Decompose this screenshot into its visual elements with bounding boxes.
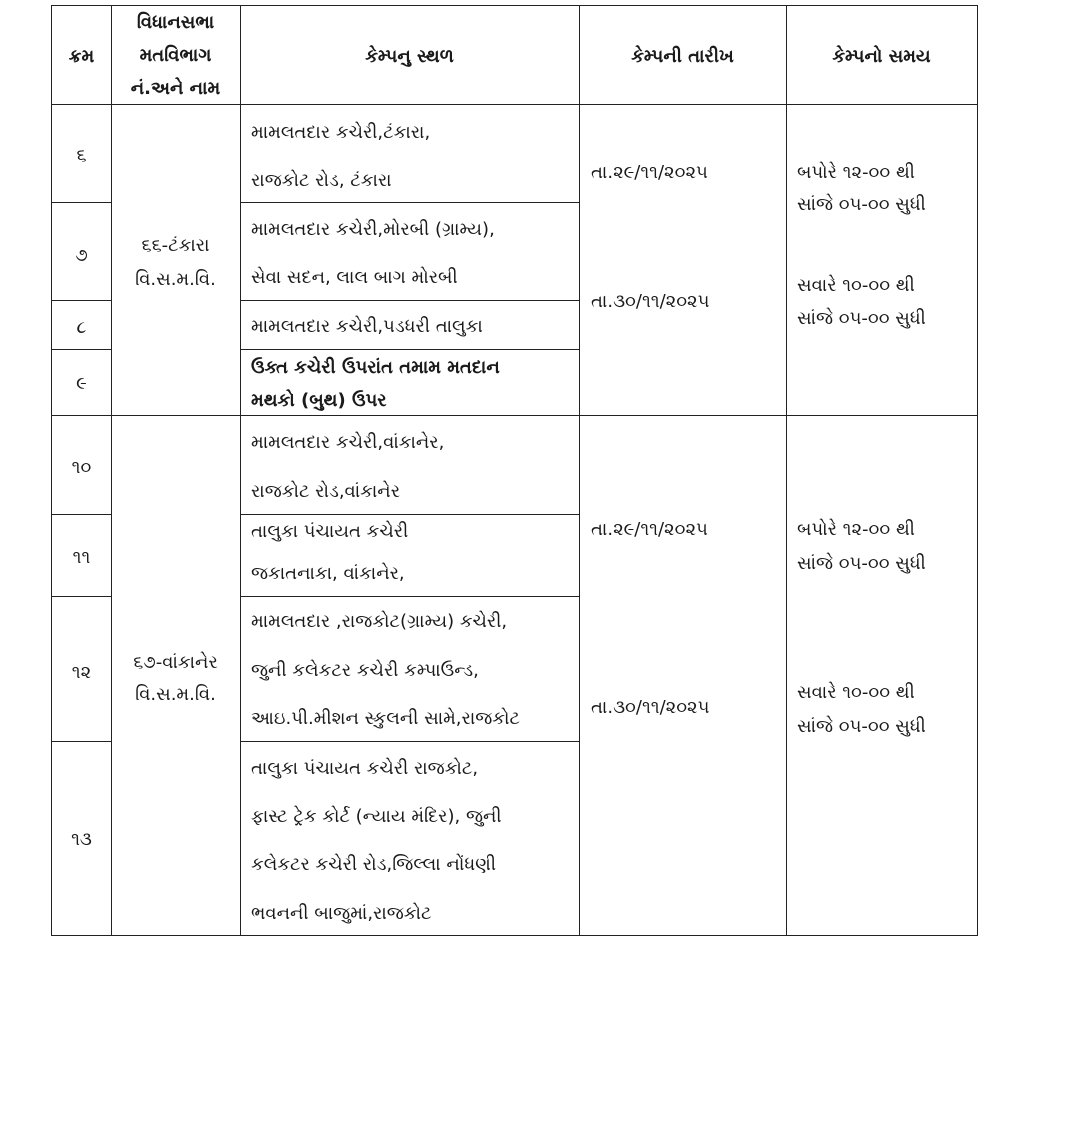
col-divider xyxy=(579,6,580,935)
location-line: મામલતદાર કચેરી,પડધરી તાલુકા xyxy=(251,316,483,337)
row-divider xyxy=(52,300,111,301)
row-divider xyxy=(240,741,579,742)
header-serial: ક્રમ xyxy=(68,46,95,67)
constituency-code: વિ.સ.મ.વિ. xyxy=(135,269,216,290)
camp-date: તા.૩૦/૧૧/૨૦૨૫ xyxy=(591,291,710,312)
row-divider xyxy=(240,349,579,350)
camp-schedule-table xyxy=(51,5,978,936)
serial-cell: ૧૩ xyxy=(71,829,92,850)
col-divider xyxy=(111,6,112,935)
location-line: જકાતનાકા, વાંકાનેર, xyxy=(251,563,405,584)
group-divider xyxy=(52,415,977,416)
location-line: જુની કલેકટર કચેરી કમ્પાઉન્ડ, xyxy=(251,660,479,681)
location-line: રાજકોટ રોડ, ટંકારા xyxy=(251,170,392,191)
row-divider xyxy=(240,300,579,301)
camp-time: બપોરે ૧૨-૦૦ થી xyxy=(797,519,915,540)
header-constituency-line2: મતવિભાગ xyxy=(139,45,212,66)
camp-date: તા.૨૯/૧૧/૨૦૨૫ xyxy=(591,519,708,540)
location-line: મામલતદાર કચેરી,વાંકાનેર, xyxy=(251,432,445,453)
col-divider xyxy=(240,6,241,935)
serial-cell: ૧૧ xyxy=(72,547,91,568)
row-divider xyxy=(52,596,111,597)
camp-date: તા.૨૯/૧૧/૨૦૨૫ xyxy=(591,162,708,183)
header-constituency-line3: નં.અને નામ xyxy=(130,78,221,99)
location-line: મામલતદાર કચેરી,ટંકારા, xyxy=(251,122,431,143)
camp-time: સાંજે ૦૫-૦૦ સુધી xyxy=(797,716,926,737)
constituency-name: ૬૭-વાંકાનેર xyxy=(133,652,218,673)
location-line: ઉક્ત કચેરી ઉપરાંત તમામ મતદાન xyxy=(251,357,500,378)
camp-date: તા.૩૦/૧૧/૨૦૨૫ xyxy=(591,697,710,718)
constituency-name: ૬૬-ટંકારા xyxy=(141,235,210,256)
header-date: કેમ્પની તારીખ xyxy=(631,46,734,67)
header-time: કેમ્પનો સમય xyxy=(832,46,931,67)
camp-time: સવારે ૧૦-૦૦ થી xyxy=(797,682,915,703)
location-line: આઇ.પી.મીશન સ્કુલની સામે,રાજકોટ xyxy=(251,708,520,729)
constituency-code: વિ.સ.મ.વિ. xyxy=(135,684,216,705)
row-divider xyxy=(240,596,579,597)
header-divider xyxy=(52,104,977,105)
location-line: તાલુકા પંચાયત કચેરી રાજકોટ, xyxy=(251,758,479,779)
serial-cell: ૭ xyxy=(75,245,88,266)
serial-cell: ૧૦ xyxy=(71,457,92,478)
row-divider xyxy=(52,202,111,203)
row-divider xyxy=(240,202,579,203)
camp-time: સવારે ૧૦-૦૦ થી xyxy=(797,275,915,296)
row-divider xyxy=(52,741,111,742)
serial-cell: ૬ xyxy=(76,145,87,166)
location-line: મામલતદાર કચેરી,મોરબી (ગ્રામ્ય), xyxy=(251,219,495,240)
row-divider xyxy=(52,514,111,515)
location-line: ભવનની બાજુમાં,રાજકોટ xyxy=(251,903,432,924)
row-divider xyxy=(52,349,111,350)
location-line: મથકો (બુથ) ઉપર xyxy=(251,390,387,411)
serial-cell: ૮ xyxy=(76,317,87,338)
serial-cell: ૯ xyxy=(76,373,87,394)
header-location: કેમ્પનુ સ્થળ xyxy=(365,46,454,67)
camp-time: બપોરે ૧૨-૦૦ થી xyxy=(797,162,915,183)
header-constituency-line1: વિધાનસભા xyxy=(136,12,215,33)
location-line: રાજકોટ રોડ,વાંકાનેર xyxy=(251,481,401,502)
location-line: મામલતદાર ,રાજકોટ(ગ્રામ્ય) કચેરી, xyxy=(251,611,508,632)
camp-time: સાંજે ૦૫-૦૦ સુધી xyxy=(797,194,926,215)
camp-time: સાંજે ૦૫-૦૦ સુધી xyxy=(797,308,926,329)
row-divider xyxy=(240,514,579,515)
col-divider xyxy=(786,6,787,935)
location-line: સેવા સદન, લાલ બાગ મોરબી xyxy=(251,267,458,288)
location-line: કલેકટર કચેરી રોડ,જિલ્લા નોંધણી xyxy=(251,854,496,875)
camp-time: સાંજે ૦૫-૦૦ સુધી xyxy=(797,553,926,574)
location-line: તાલુકા પંચાયત કચેરી xyxy=(251,521,409,542)
location-line: ફાસ્ટ ટ્રેક કોર્ટ (ન્યાય મંદિર), જુની xyxy=(251,806,502,827)
serial-cell: ૧૨ xyxy=(71,662,92,683)
